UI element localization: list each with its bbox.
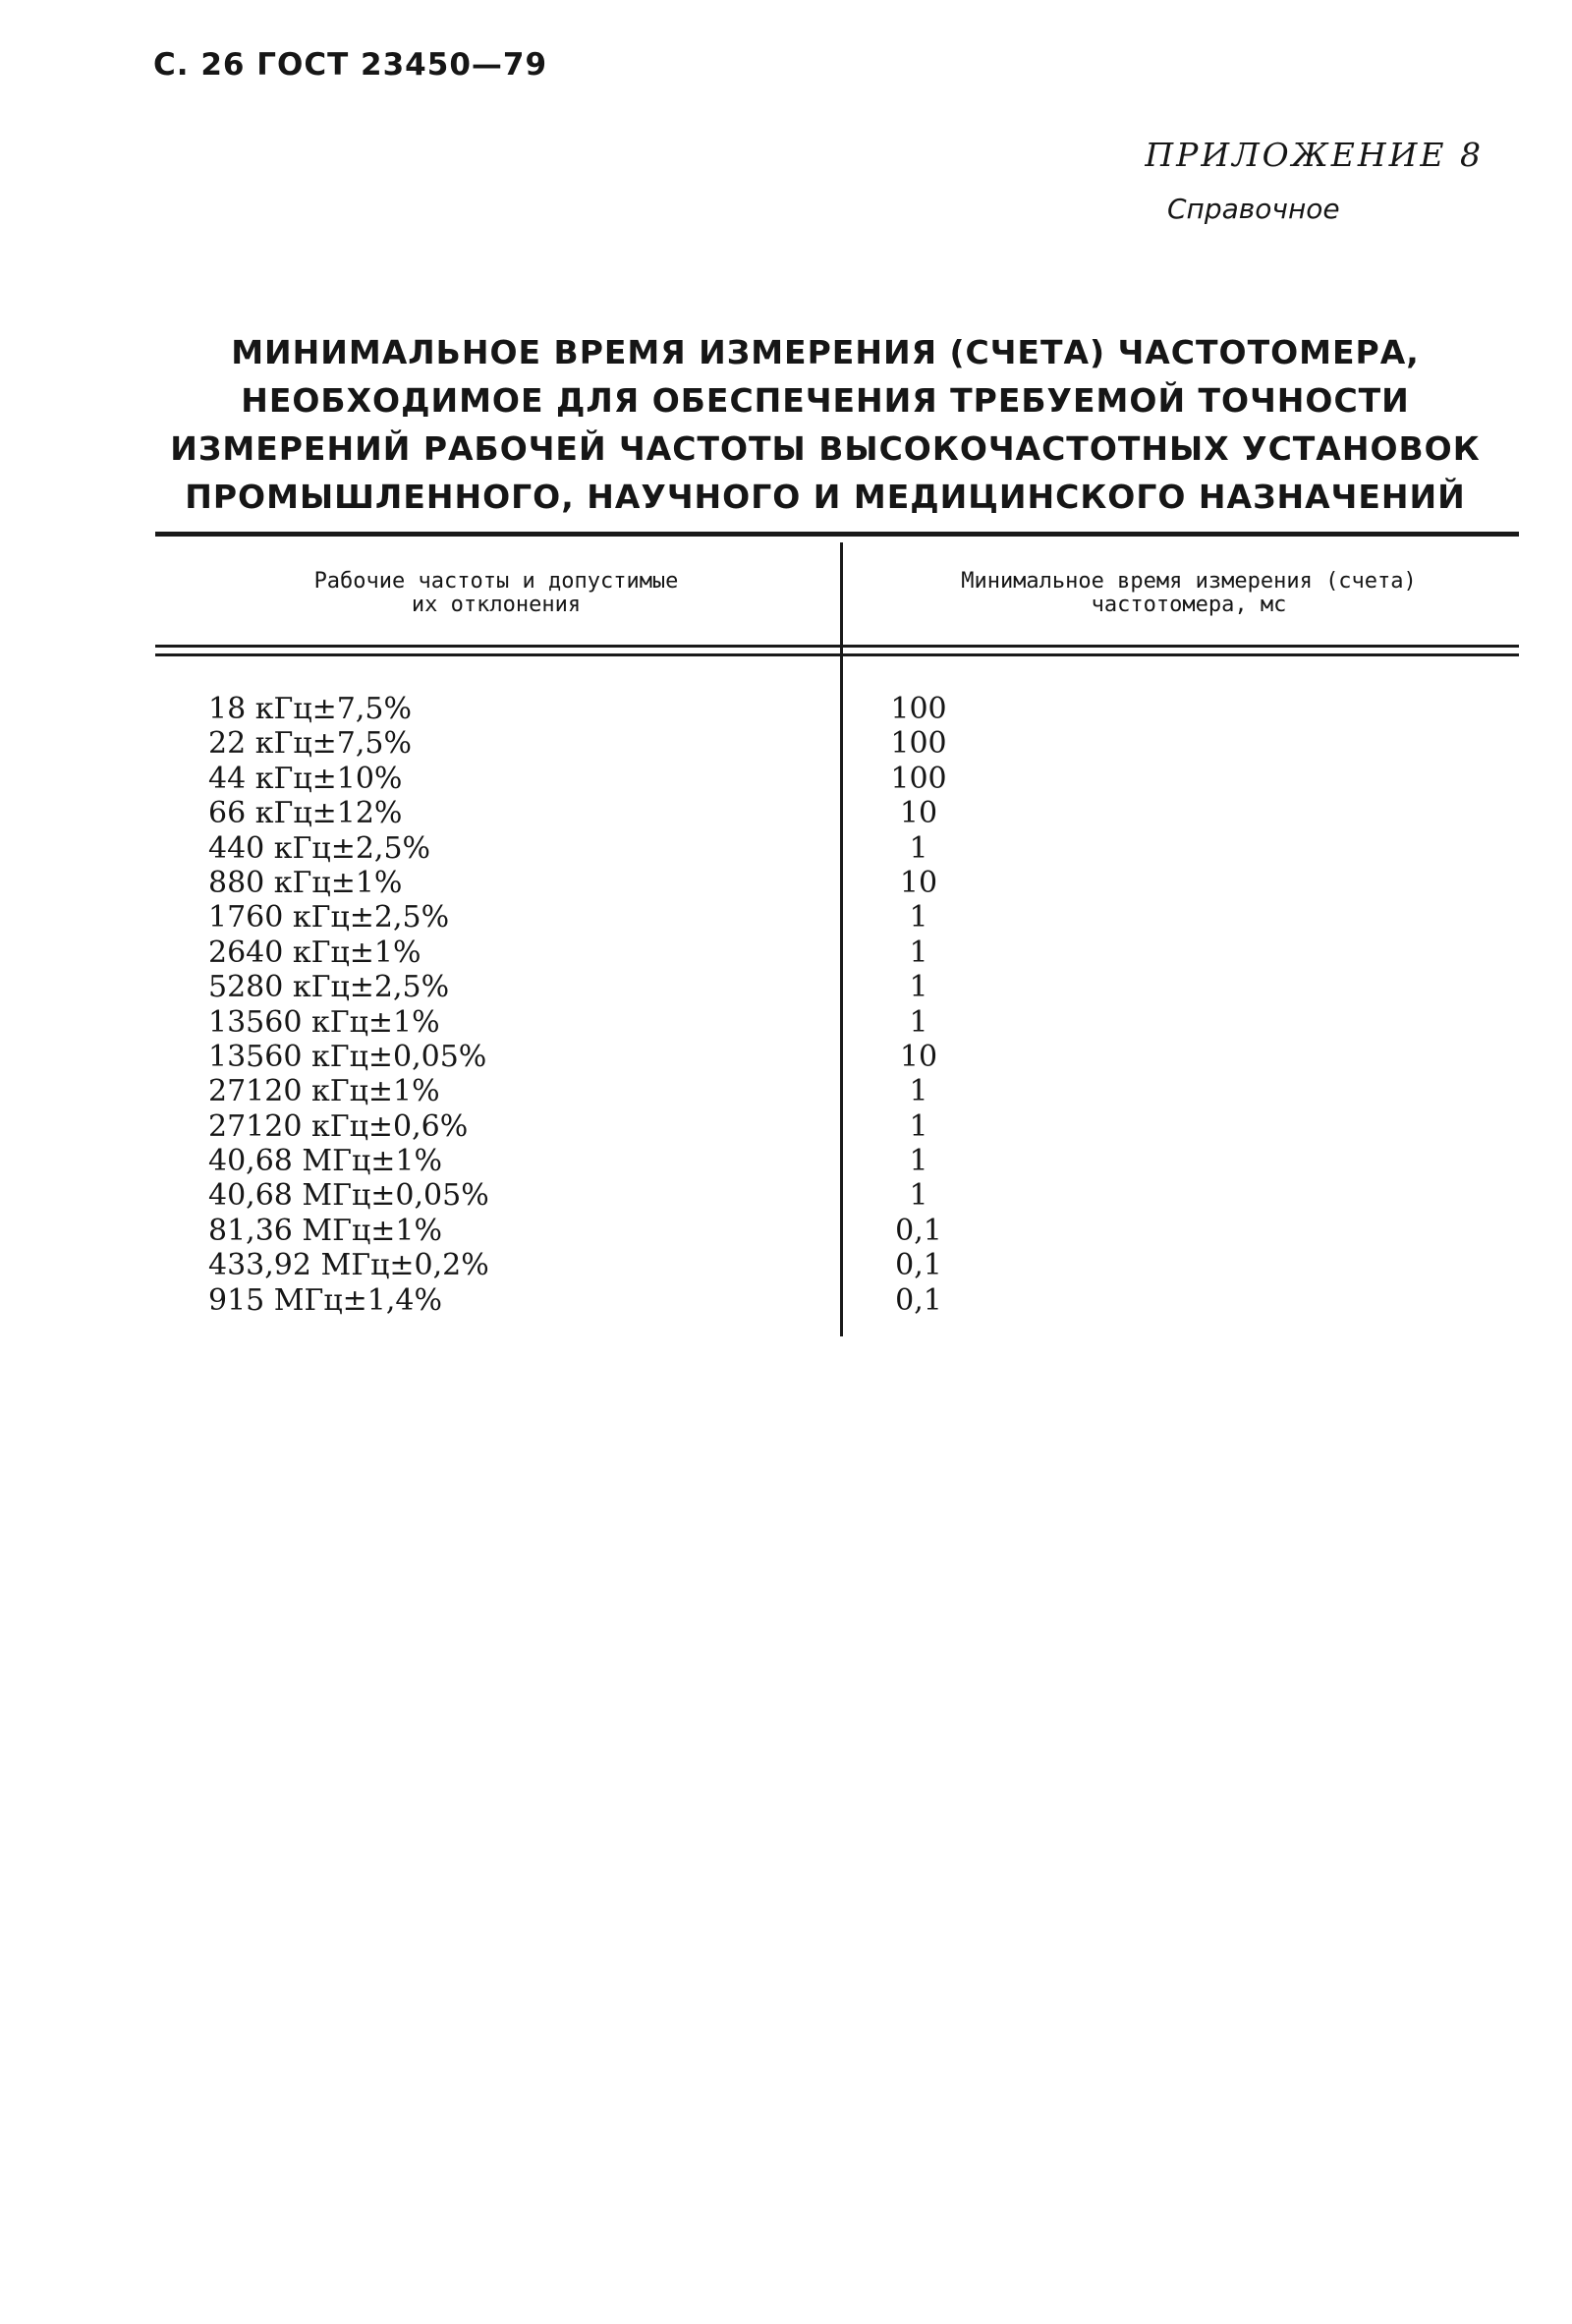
table-row <box>0 831 1572 866</box>
time-cell: 100 <box>890 726 947 762</box>
time-cell: 1 <box>909 970 928 1005</box>
column-header-line: их отклонения <box>411 593 582 617</box>
table-row <box>0 1109 1572 1144</box>
table-row <box>0 762 1572 796</box>
title-line: МИНИМАЛЬНОЕ ВРЕМЯ ИЗМЕРЕНИЯ (СЧЕТА) ЧАСТОТОМЕРА, <box>231 333 1420 371</box>
column-header-frequency <box>167 570 825 617</box>
table-row <box>0 1214 1572 1248</box>
frequency-cell: 66 кГц±12% <box>208 796 403 831</box>
table-body <box>0 692 1572 1318</box>
table-top-rule <box>155 532 1519 537</box>
table-row <box>0 692 1572 726</box>
table-row <box>0 1248 1572 1282</box>
time-cell: 1 <box>909 900 928 935</box>
table-row <box>0 1074 1572 1108</box>
time-cell: 1 <box>909 1108 928 1144</box>
appendix-type: Справочное <box>1167 193 1340 225</box>
frequency-cell: 81,36 МГц±1% <box>208 1213 443 1248</box>
time-cell: 1 <box>909 935 928 970</box>
table-row <box>0 900 1572 935</box>
table-row <box>0 1144 1572 1178</box>
frequency-cell: 13560 кГц±1% <box>208 1004 440 1040</box>
time-cell: 100 <box>890 761 947 796</box>
table-row <box>0 1040 1572 1074</box>
time-cell: 1 <box>909 830 928 866</box>
frequency-cell: 18 кГц±7,5% <box>208 692 412 726</box>
time-cell: 10 <box>899 865 938 900</box>
table-row <box>0 1178 1572 1213</box>
table-row <box>0 796 1572 830</box>
frequency-cell: 2640 кГц±1% <box>208 935 421 970</box>
document-title <box>157 328 1493 521</box>
table-row <box>0 866 1572 900</box>
frequency-cell: 13560 кГц±0,05% <box>208 1039 487 1074</box>
column-header-time <box>865 570 1513 617</box>
table-row <box>0 1005 1572 1040</box>
title-line: НЕОБХОДИМОЕ ДЛЯ ОБЕСПЕЧЕНИЯ ТРЕБУЕМОЙ ТОЧНОСТИ <box>241 381 1410 420</box>
frequency-cell: 880 кГц±1% <box>208 865 403 900</box>
frequency-cell: 440 кГц±2,5% <box>208 830 431 866</box>
time-cell: 1 <box>909 1074 928 1109</box>
frequency-cell: 40,68 МГц±1% <box>208 1144 443 1179</box>
frequency-cell: 1760 кГц±2,5% <box>208 900 450 935</box>
frequency-cell: 433,92 МГц±0,2% <box>208 1248 489 1283</box>
table-header-rule <box>155 645 1519 648</box>
table-row <box>0 1283 1572 1318</box>
title-line: ПРОМЫШЛЕННОГО, НАУЧНОГО И МЕДИЦИНСКОГО НАЗНАЧЕНИЙ <box>185 478 1466 516</box>
frequency-cell: 915 МГц±1,4% <box>208 1282 443 1318</box>
time-cell: 1 <box>909 1178 928 1214</box>
frequency-cell: 27120 кГц±1% <box>208 1074 440 1109</box>
column-header-line: Минимальное время измерения (счета) <box>961 569 1417 594</box>
table-row <box>0 970 1572 1004</box>
frequency-cell: 22 кГц±7,5% <box>208 726 412 762</box>
frequency-cell: 5280 кГц±2,5% <box>208 970 450 1005</box>
table-header-rule <box>155 653 1519 656</box>
time-cell: 0,1 <box>895 1282 942 1318</box>
table-row <box>0 935 1572 970</box>
time-cell: 100 <box>890 692 947 726</box>
column-header-line: частотомера, мс <box>1091 593 1287 617</box>
time-cell: 1 <box>909 1004 928 1040</box>
frequency-cell: 27120 кГц±0,6% <box>208 1108 469 1144</box>
column-header-line: Рабочие частоты и допустимые <box>313 569 679 594</box>
table-row <box>0 726 1572 761</box>
time-cell: 10 <box>899 1039 938 1074</box>
time-cell: 1 <box>909 1144 928 1179</box>
title-line: ИЗМЕРЕНИЙ РАБОЧЕЙ ЧАСТОТЫ ВЫСОКОЧАСТОТНЫХ УСТАНОВОК <box>170 429 1481 468</box>
frequency-cell: 40,68 МГц±0,05% <box>208 1178 489 1214</box>
page-header: С. 26 ГОСТ 23450—79 <box>153 47 548 83</box>
time-cell: 0,1 <box>895 1248 942 1283</box>
frequency-cell: 44 кГц±10% <box>208 761 403 796</box>
time-cell: 10 <box>899 796 938 831</box>
appendix-label: ПРИЛОЖЕНИЕ 8 <box>1145 136 1484 174</box>
time-cell: 0,1 <box>895 1213 942 1248</box>
